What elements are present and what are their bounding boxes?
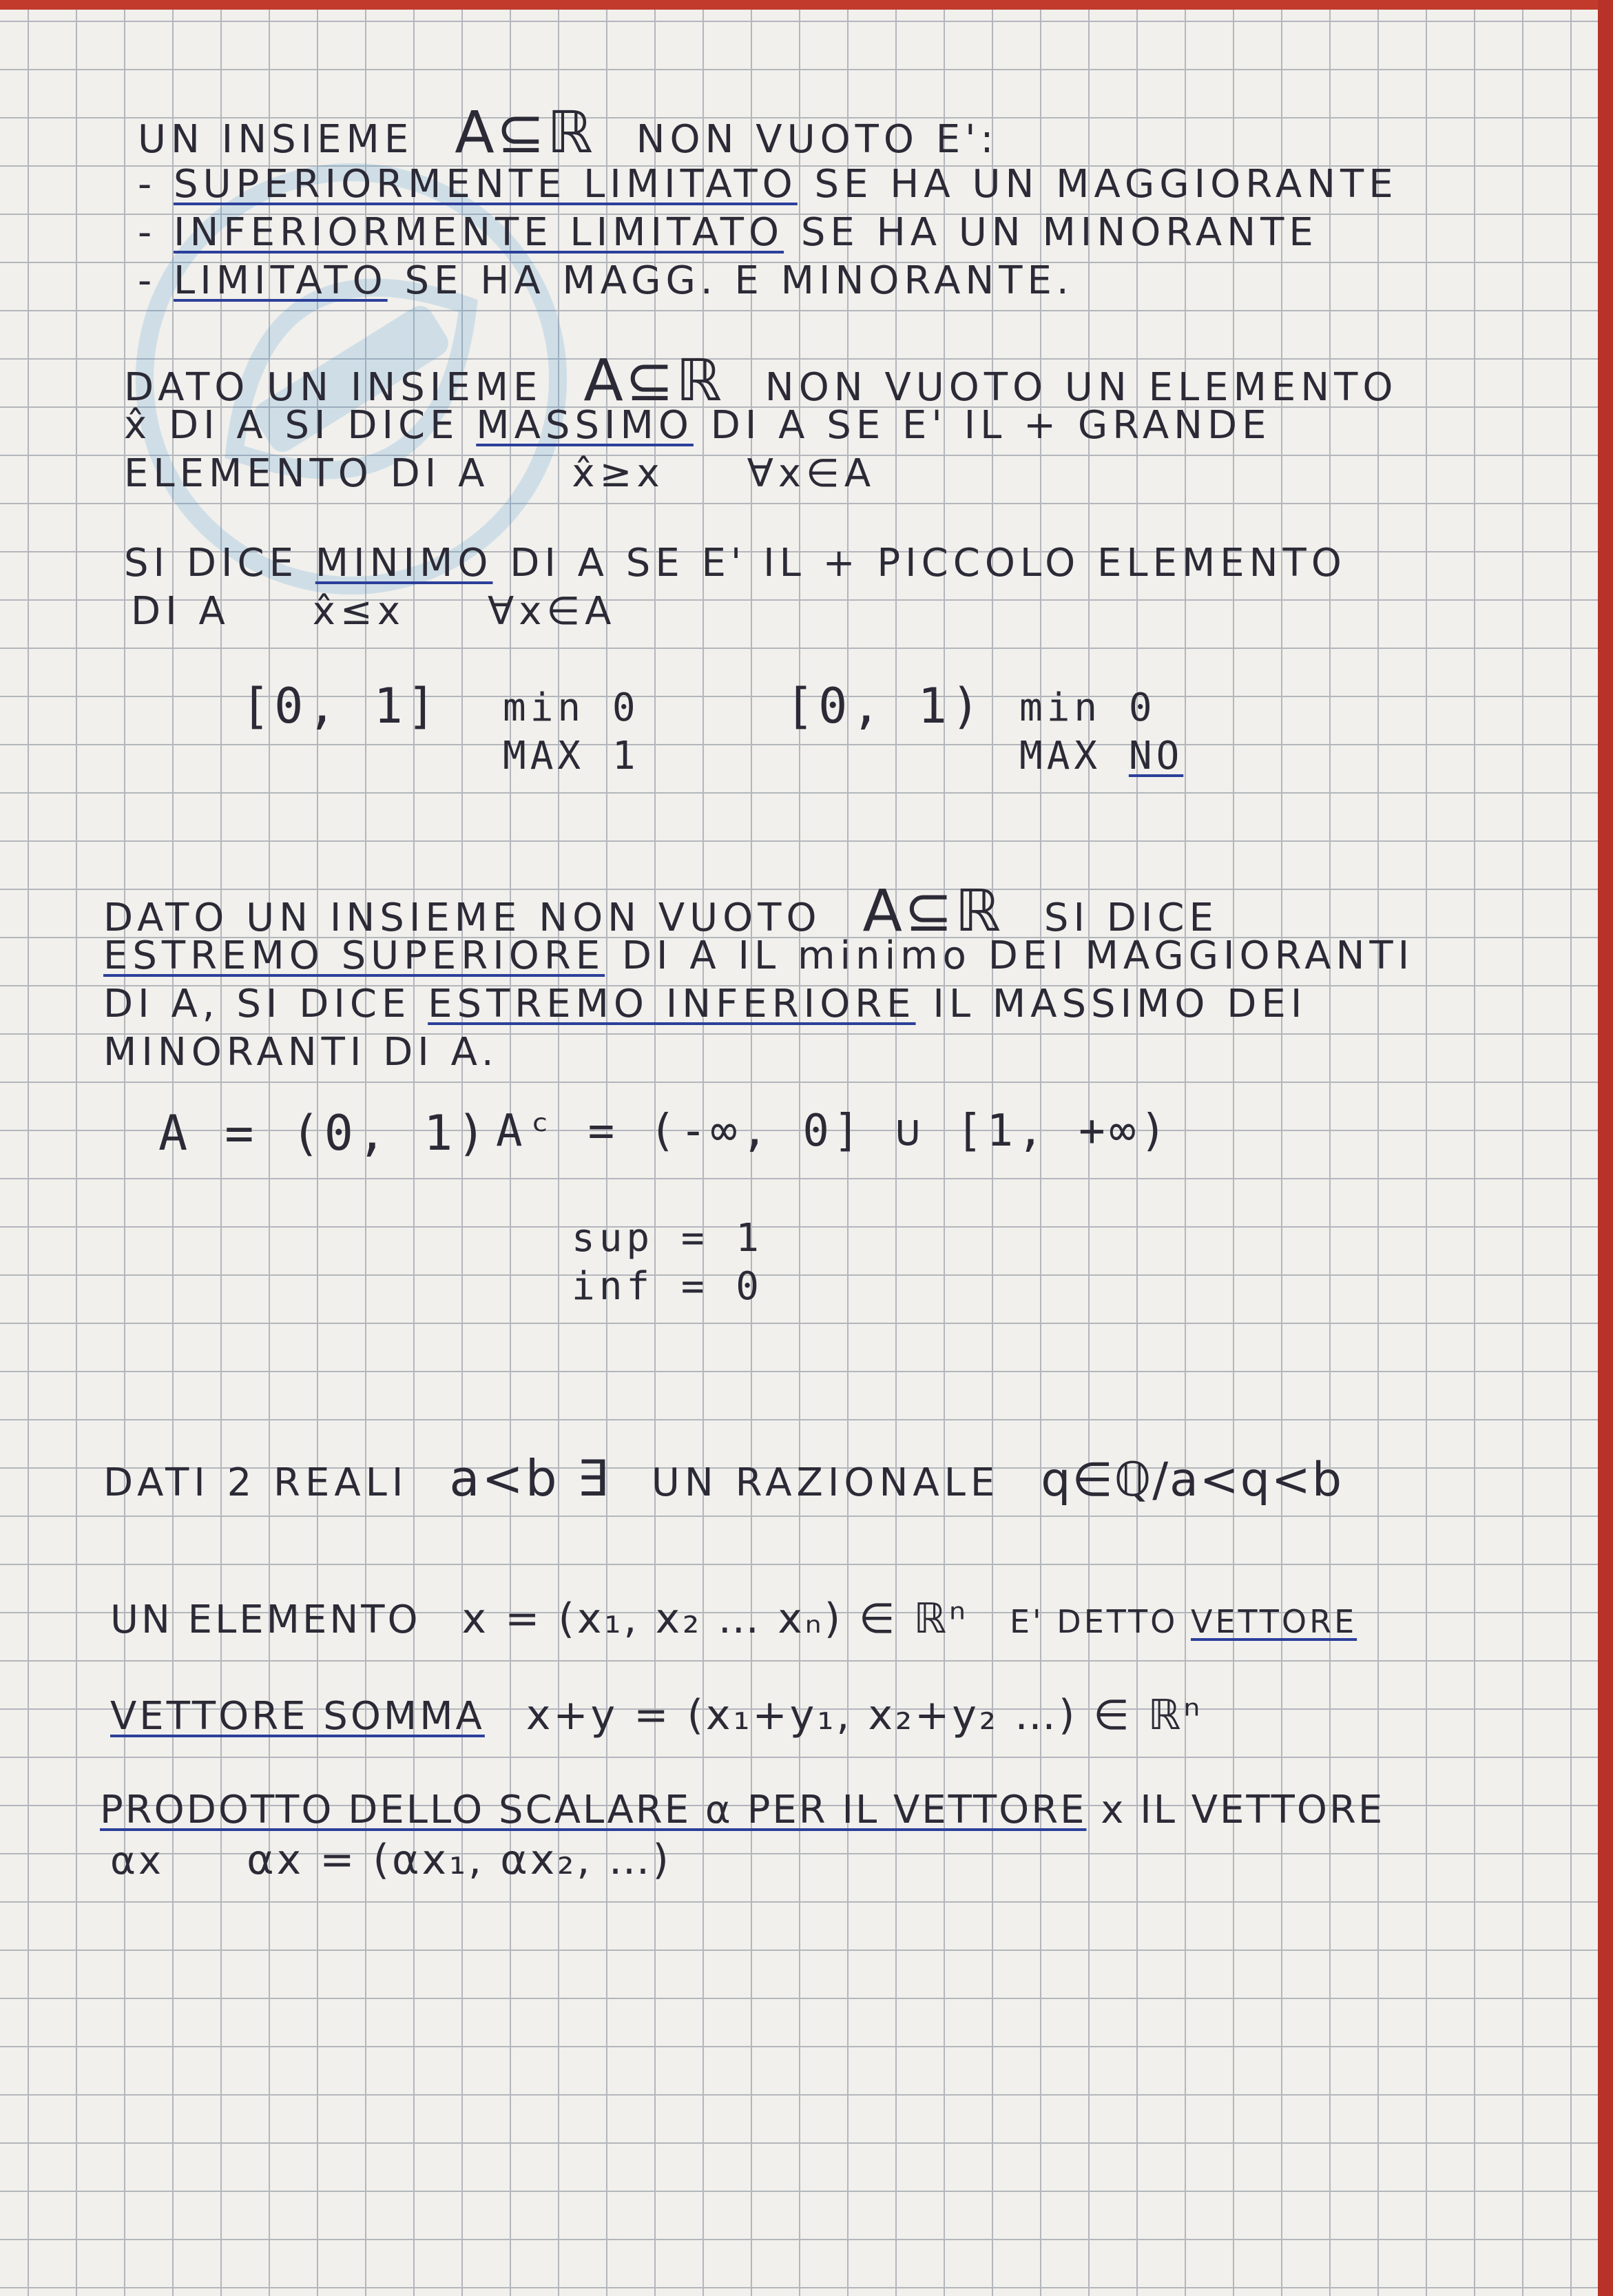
example-halfopen-max [1019,734,1184,778]
text: DI A SE E' IL + PICCOLO ELEMENTO [492,541,1346,586]
term-massimo: MASSIMO [476,403,694,448]
example-closed-max: MAX 1 [503,734,640,778]
math-alpha-x: αx [110,1839,165,1883]
example-set-a: A = (0, 1) [158,1105,490,1161]
math-forall: ∀x∈A [747,451,876,496]
math-a-less-b: a<b ∃ [449,1449,610,1507]
text: DI A SE E' IL + GRANDE [693,403,1271,448]
text: SE HA MAGG. E MINORANTE. [387,258,1074,303]
math-inequality: x̂≤x [312,589,405,634]
line-9 [131,589,616,634]
text: x̂ DI A SI DICE [124,403,477,448]
math-inequality: x̂≥x [572,451,665,496]
line-5 [124,347,1398,414]
line-19 [103,1449,1344,1507]
term-vettore: VETTORE [1190,1603,1357,1640]
text: IL MASSIMO DEI [915,982,1307,1026]
text: x IL VETTORE [1086,1788,1385,1832]
dash: - [138,258,174,303]
line-12 [103,877,1218,944]
text: SI DICE [1043,896,1218,940]
line-7 [124,451,876,496]
term-estremo-superiore: ESTREMO SUPERIORE [103,933,605,978]
text: DATI 2 REALI [103,1460,408,1505]
line-13 [103,933,1415,978]
line-6 [124,403,1271,448]
term-superiormente-limitato: SUPERIORMENTE LIMITATO [174,162,798,207]
term-estremo-inferiore: ESTREMO INFERIORE [428,982,916,1026]
line-14 [103,982,1307,1026]
math-set: A⊆ℝ [455,99,595,166]
line-15 [103,1030,499,1075]
line-3 [138,210,1318,255]
dash: - [138,162,174,207]
text: NON VUOTO UN ELEMENTO [764,365,1398,410]
math-forall: ∀x∈A [487,589,616,634]
text: DATO UN INSIEME NON VUOTO [103,896,822,940]
math-rational: q∈ℚ/a<q<b [1041,1453,1344,1507]
term-minimo: MINIMO [315,541,493,586]
line-23 [110,1836,672,1884]
text: SE HA UN MINORANTE [784,210,1318,255]
sup-value: sup = 1 [572,1216,764,1261]
math-set: A⊆ℝ [583,347,724,414]
line-8 [124,541,1346,586]
text: DI A, SI DICE [103,982,428,1026]
example-closed-interval: [0, 1] [241,678,440,734]
math-scalar-product: αx = (αx₁, αx₂, …) [247,1836,672,1884]
inf-value: inf = 0 [572,1264,764,1309]
line-2 [138,162,1398,207]
math-vector-sum: x+y = (x₁+y₁, x₂+y₂ …) ∈ ℝⁿ [525,1691,1203,1739]
term-inferiormente-limitato: INFERIORMENTE LIMITATO [174,210,784,255]
text: UN ELEMENTO [110,1597,421,1642]
math-set: A⊆ℝ [862,877,1003,944]
example-halfopen-min: min 0 [1019,685,1156,730]
text: E' DETTO [1009,1603,1191,1640]
text: SE HA UN MAGGIORANTE [797,162,1398,207]
example-halfopen-interval: [0, 1) [785,678,984,734]
text: UN INSIEME [138,117,414,162]
text: ELEMENTO DI A [124,451,490,496]
text: DI A [131,589,230,634]
math-vector: x = (x₁, x₂ … xₙ) ∈ ℝⁿ [461,1595,968,1643]
dash: - [138,210,174,255]
text: MINORANTI DI A. [103,1030,499,1075]
text: DATO UN INSIEME [124,365,543,410]
line-21 [110,1691,1203,1739]
line-4 [138,258,1074,303]
text: NON VUOTO E': [636,117,999,162]
line-20 [110,1595,1357,1643]
text: SI DICE [124,541,315,586]
text: MAX [1019,734,1129,778]
term-vettore-somma: VETTORE SOMMA [110,1694,485,1739]
example-closed-min: min 0 [503,685,640,730]
line-22 [100,1788,1385,1832]
term-prodotto-scalare: PRODOTTO DELLO SCALARE α PER IL VETTORE [100,1788,1087,1832]
text: DI A IL minimo DEI MAGGIORANTI [605,933,1415,978]
answer-no: NO [1128,734,1184,778]
line-1 [138,99,999,166]
text: UN RAZIONALE [651,1460,1000,1505]
example-complement: Aᶜ = (-∞, 0] ∪ [1, +∞) [496,1106,1171,1157]
term-limitato: LIMITATO [174,258,388,303]
